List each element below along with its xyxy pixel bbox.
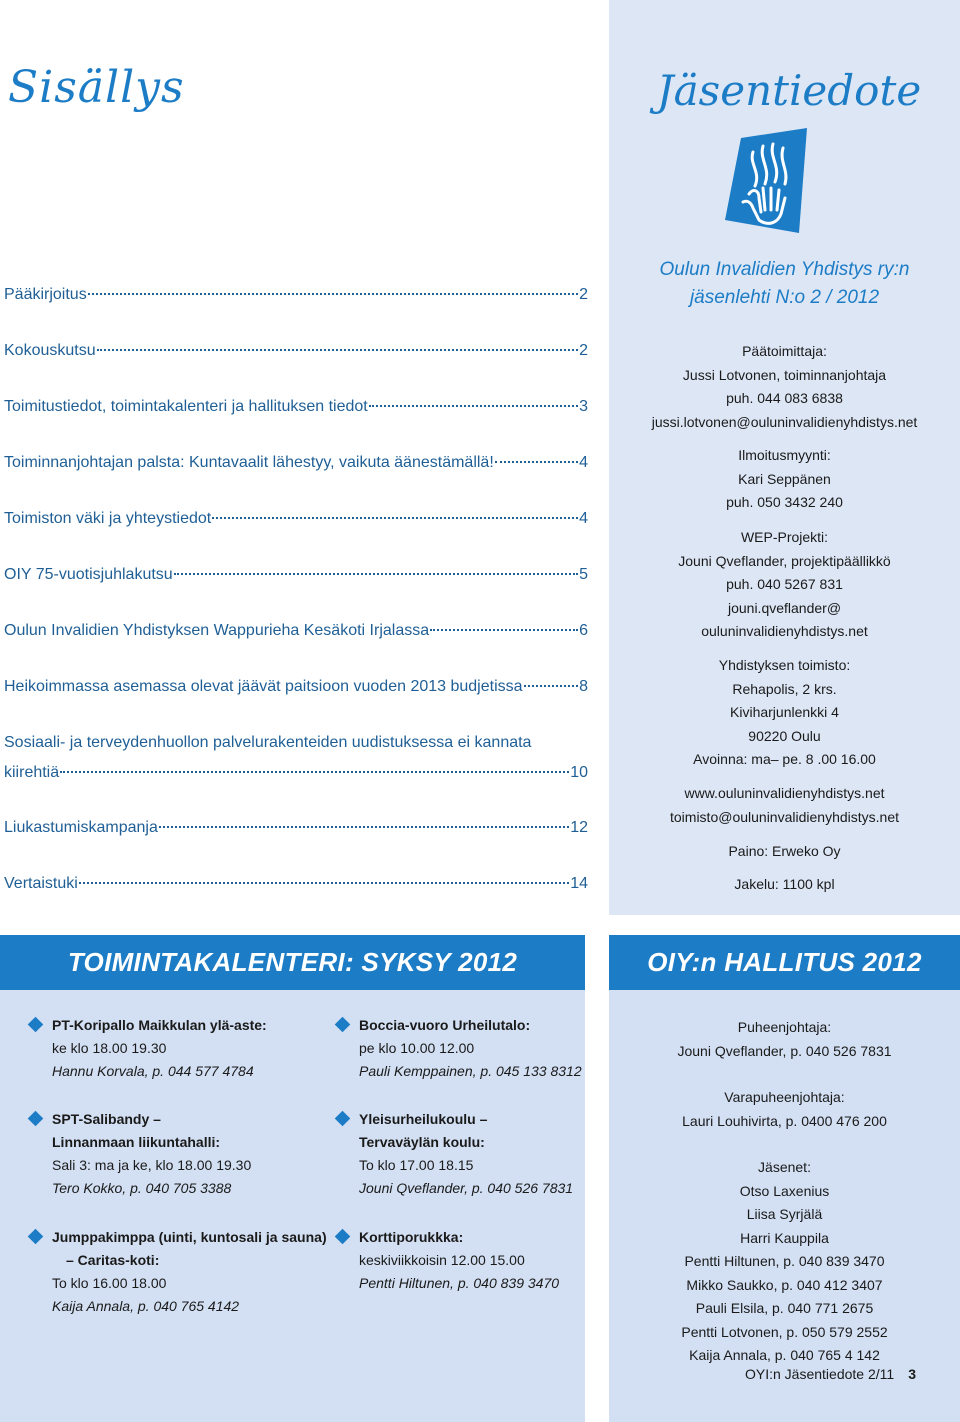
event-venue: Tervaväylän koulu:	[359, 1134, 485, 1150]
toc-entry-title: OIY 75-vuotisjuhlakutsu	[4, 566, 173, 583]
chair-label: Puheenjohtaja:	[737, 1019, 832, 1035]
office-hours: Avoinna: ma– pe. 8 .00 16.00	[693, 751, 876, 767]
board-member: Liisa Syrjälä	[746, 1206, 823, 1222]
sales-info	[609, 444, 960, 515]
hand-flame-logo-icon	[719, 128, 809, 243]
toc-entry-title: Oulun Invalidien Yhdistyksen Wappurieha Kesäkoti Irjalassa	[4, 622, 430, 639]
toc-entry-page: 14	[570, 875, 588, 892]
magazine-title: Jäsentiedote	[656, 66, 922, 115]
toc-entry[interactable]	[4, 566, 588, 584]
toc-entry[interactable]	[4, 342, 588, 360]
wep-phone: puh. 040 5267 831	[726, 576, 843, 592]
web-info	[609, 782, 960, 829]
event-time: To klo 17.00 18.15	[359, 1157, 474, 1173]
event-title: SPT-Salibandy –	[52, 1111, 161, 1127]
board-member: Otso Laxenius	[739, 1182, 830, 1199]
event-venue: – Caritas-koti:	[66, 1252, 160, 1268]
calendar-event	[359, 1014, 634, 1083]
editor-phone: puh. 044 083 6838	[726, 390, 843, 406]
sales-phone: puh. 050 3432 240	[726, 494, 843, 510]
diamond-bullet-icon	[28, 1229, 44, 1245]
event-contact: Tero Kokko, p. 040 705 3388	[52, 1180, 232, 1196]
calendar-event	[52, 1014, 327, 1083]
toc-entry-title: Pääkirjoitus	[4, 286, 87, 303]
page-footer	[745, 1366, 916, 1382]
subtitle-line: jäsenlehti N:o 2 / 2012	[689, 287, 880, 308]
toc-entry[interactable]	[4, 819, 588, 837]
toc-entry-page: 4	[579, 454, 588, 471]
wep-email-domain[interactable]: ouluninvalidienyhdistys.net	[701, 623, 868, 639]
event-contact: Hannu Korvala, p. 044 577 4784	[52, 1063, 254, 1079]
info-panel	[609, 0, 960, 915]
calendar-event	[52, 1226, 327, 1318]
event-title: Jumppakimppa (uinti, kuntosali ja sauna)	[52, 1229, 327, 1245]
toc-entry-page: 3	[579, 398, 588, 415]
toc-leader	[60, 771, 569, 773]
office-email-link[interactable]: toimisto@ouluninvalidienyhdistys.net	[670, 808, 899, 825]
toc-entry-page: 4	[579, 510, 588, 527]
editor-label: Päätoimittaja:	[742, 343, 827, 359]
editor-info	[609, 340, 960, 434]
toc-leader	[159, 826, 569, 828]
event-title: Korttiporukkka:	[359, 1229, 464, 1245]
toc-entry[interactable]	[4, 454, 588, 472]
toc-entry-title: Toimitustiedot, toimintakalenteri ja hallituksen tiedot	[4, 398, 368, 415]
diamond-bullet-icon	[335, 1229, 351, 1245]
toc-entry-page: 12	[570, 819, 588, 836]
toc-entry-title-line1[interactable]: Sosiaali- ja terveydenhuollon palvelurakenteiden uudistuksessa ei kannata	[4, 734, 532, 751]
toc-entry-page: 6	[579, 622, 588, 639]
event-contact: Jouni Qveflander, p. 040 526 7831	[359, 1180, 574, 1196]
event-time: pe klo 10.00 12.00	[359, 1040, 475, 1056]
magazine-subtitle	[609, 256, 960, 312]
wep-email[interactable]: jouni.qveflander@	[727, 599, 842, 616]
chair-name: Jouni Qveflander, p. 040 526 7831	[677, 1042, 892, 1059]
toc-leader	[88, 293, 578, 295]
toc-entry-page: 5	[579, 566, 588, 583]
event-time: Sali 3: ma ja ke, klo 18.00 19.30	[52, 1157, 252, 1173]
toc-entry[interactable]	[4, 286, 588, 304]
sales-name: Kari Seppänen	[738, 470, 831, 487]
toc-entry-title: Kokouskutsu	[4, 342, 96, 359]
toc-entry[interactable]	[4, 622, 588, 640]
board-member: Harri Kauppila	[740, 1229, 829, 1246]
event-time: To klo 16.00 18.00	[52, 1275, 167, 1291]
toc-leader	[174, 573, 578, 575]
print-info: Paino: Erweko Oy	[728, 843, 841, 859]
toc-entry[interactable]	[4, 398, 588, 416]
toc-entry-title: Liukastumiskampanja	[4, 819, 158, 836]
board-member: Pauli Elsila, p. 040 771 2675	[695, 1300, 874, 1316]
board-section	[609, 990, 960, 1422]
board-members	[609, 1156, 960, 1368]
office-info	[609, 654, 960, 772]
members-label: Jäsenet:	[758, 1159, 811, 1175]
board-member: Kaija Annala, p. 040 765 4 142	[689, 1347, 880, 1363]
toc-leader	[212, 517, 578, 519]
office-street: Kiviharjunlenkki 4	[730, 704, 839, 720]
toc-entry-title: Heikoimmassa asemassa olevat jäävät paitsioon vuoden 2013 budjetissa	[4, 678, 523, 695]
calendar-event	[359, 1226, 634, 1295]
office-label: Yhdistyksen toimisto:	[718, 657, 851, 673]
sales-label: Ilmoitusmyynti:	[738, 447, 831, 463]
toc-leader	[79, 882, 569, 884]
distribution-info: Jakelu: 1100 kpl	[734, 876, 835, 892]
editor-email[interactable]: jussi.lotvonen@ouluninvalidienyhdistys.net	[651, 413, 918, 430]
board-member: Pentti Hiltunen, p. 040 839 3470	[684, 1253, 885, 1269]
toc-entry-title: Toiminnanjohtajan palsta: Kuntavaalit lähestyy, vaikuta äänestämällä!	[4, 454, 494, 471]
diamond-bullet-icon	[28, 1111, 44, 1127]
toc-entry-title: Vertaistuki	[4, 875, 78, 892]
diamond-bullet-icon	[335, 1017, 351, 1033]
office-building: Rehapolis, 2 krs.	[732, 680, 837, 697]
event-contact: Pauli Kemppainen, p. 045 133 8312	[359, 1063, 582, 1079]
footer-publication: OYI:n Jäsentiedote 2/11	[745, 1366, 895, 1382]
wep-name: Jouni Qveflander, projektipäällikkö	[678, 552, 891, 569]
toc-entry[interactable]	[4, 678, 588, 696]
event-title: Boccia-vuoro Urheilutalo:	[359, 1017, 531, 1033]
toc-entry-title: Toimiston väki ja yhteystiedot	[4, 510, 212, 527]
vice-name: Lauri Louhivirta, p. 0400 476 200	[682, 1112, 887, 1129]
diamond-bullet-icon	[335, 1111, 351, 1127]
toc-leader	[97, 349, 578, 351]
toc-heading: Sisällys	[8, 62, 185, 113]
toc-leader	[430, 629, 578, 631]
toc-entry-page: 2	[579, 286, 588, 303]
toc-entry-page: 2	[579, 342, 588, 359]
wep-label: WEP-Projekti:	[740, 529, 829, 545]
editor-name: Jussi Lotvonen, toiminnanjohtaja	[682, 366, 887, 383]
toc-entry[interactable]	[4, 875, 588, 893]
event-contact: Pentti Hiltunen, p. 040 839 3470	[359, 1275, 560, 1291]
toc-entry-page: 10	[570, 764, 588, 781]
board-vice-chair	[609, 1086, 960, 1133]
event-title: Yleisurheilukoulu –	[359, 1111, 488, 1127]
board-member: Pentti Lotvonen, p. 050 579 2552	[681, 1323, 888, 1340]
board-member: Mikko Saukko, p. 040 412 3407	[686, 1276, 883, 1293]
calendar-heading: TOIMINTAKALENTERI: SYKSY 2012	[0, 935, 585, 990]
office-postal: 90220 Oulu	[748, 727, 821, 744]
vice-label: Varapuheenjohtaja:	[724, 1089, 845, 1105]
toc-entry[interactable]	[4, 510, 588, 528]
event-venue: Linnanmaan liikuntahalli:	[52, 1134, 221, 1150]
calendar-event	[359, 1108, 634, 1200]
event-title: PT-Koripallo Maikkulan ylä-aste:	[52, 1017, 267, 1033]
event-time: keskiviikkoisin 12.00 15.00	[359, 1252, 525, 1268]
toc-leader	[524, 685, 579, 687]
event-time: ke klo 18.00 19.30	[52, 1040, 167, 1056]
toc-leader	[495, 461, 578, 463]
board-heading: OIY:n HALLITUS 2012	[609, 935, 960, 990]
subtitle-line: Oulun Invalidien Yhdistys ry:n	[659, 259, 910, 280]
board-chair	[609, 1016, 960, 1063]
diamond-bullet-icon	[28, 1017, 44, 1033]
calendar-section	[0, 990, 585, 1422]
website-link[interactable]: www.ouluninvalidienyhdistys.net	[684, 785, 885, 801]
toc-entry[interactable]	[4, 764, 588, 782]
calendar-event	[52, 1108, 327, 1200]
toc-entry-title: kiirehtiä	[4, 764, 60, 781]
wep-info	[609, 526, 960, 644]
page-number: 3	[908, 1366, 916, 1382]
toc-entry-page: 8	[579, 678, 588, 695]
event-contact: Kaija Annala, p. 040 765 4142	[52, 1298, 240, 1314]
toc-leader	[369, 405, 578, 407]
